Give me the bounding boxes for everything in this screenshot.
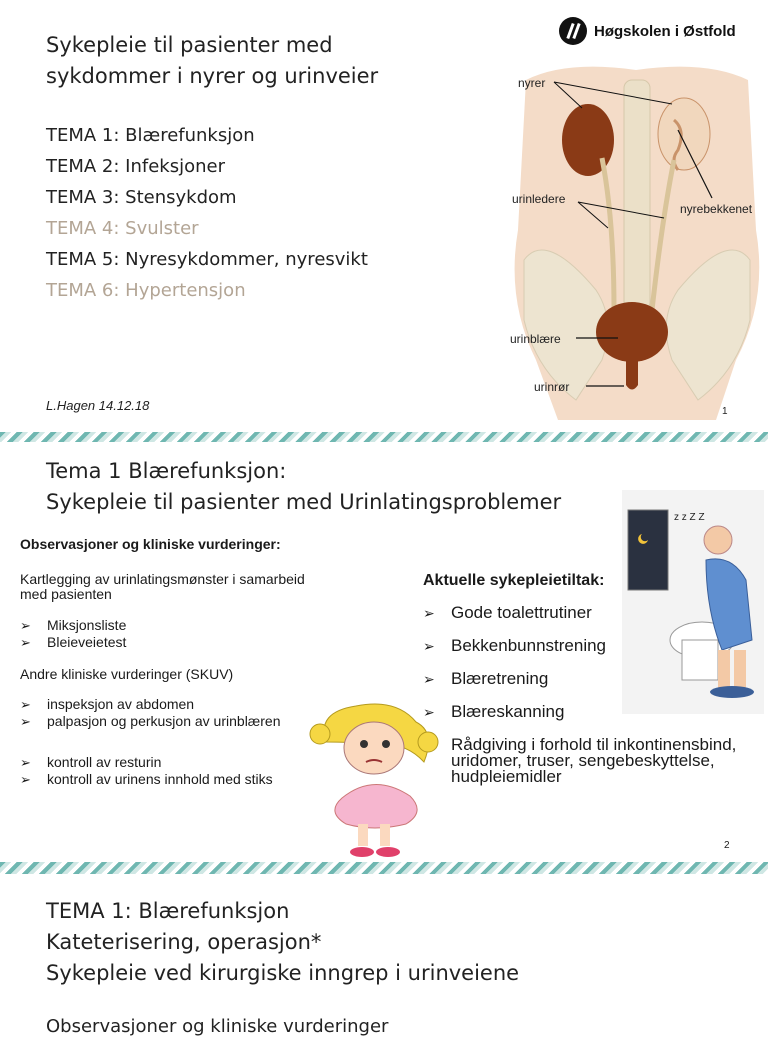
arrow-bullet-icon: ➢	[20, 772, 31, 787]
list-item-text: Gode toalettrutiner	[451, 603, 592, 622]
slide-3-title-line-2: Kateterisering, operasjon*	[46, 930, 322, 954]
list-item	[423, 737, 763, 785]
topic-item-3: TEMA 3: Stensykdom	[46, 187, 237, 208]
arrow-bullet-icon: ➢	[423, 605, 435, 621]
list-item-text: inspeksjon av abdomen	[47, 696, 195, 712]
anatomy-drawing	[506, 60, 768, 420]
control-list	[20, 754, 273, 788]
topic-item-6: TEMA 6: Hypertensjon	[46, 280, 246, 301]
page-number: 2	[724, 840, 730, 851]
topic-item-2: TEMA 2: Infeksjoner	[46, 156, 225, 177]
list-item-text: Rådgiving i forhold til inkontinensbind, uridomer, truser, sengebeskyttelse, hudpleiemidler	[451, 735, 737, 786]
slide-2-title	[46, 456, 646, 518]
slide-divider	[0, 862, 768, 874]
slide-divider	[0, 432, 768, 442]
slide-1-title-line-1: Sykepleie til pasienter med	[46, 33, 333, 57]
slide-3-title-line-1: TEMA 1: Blærefunksjon	[46, 899, 290, 923]
topic-item-4: TEMA 4: Svulster	[46, 218, 199, 239]
urinary-anatomy-illustration	[506, 60, 768, 420]
arrow-bullet-icon: ➢	[20, 697, 31, 712]
hiof-logo-icon	[558, 16, 588, 46]
list-item	[20, 617, 126, 634]
label-urinledere: urinledere	[512, 192, 566, 206]
observations-heading-partial: Observasjoner og kliniske vurderinger	[46, 1016, 389, 1037]
arrow-bullet-icon: ➢	[20, 714, 31, 729]
list-item	[20, 754, 273, 771]
label-urinror: urinrør	[534, 380, 570, 394]
hiof-logo	[558, 16, 736, 46]
topic-item-1: TEMA 1: Blærefunksjon	[46, 125, 255, 146]
topic-item-5: TEMA 5: Nyresykdommer, nyresvikt	[46, 249, 368, 270]
observations-heading: Observasjoner og kliniske vurderinger:	[20, 536, 281, 552]
andre-heading: Andre kliniske vurderinger (SKUV)	[20, 666, 234, 682]
kartlegging-text: Kartlegging av urinlatingsmønster i samarbeid med pasienten	[20, 571, 305, 602]
page-number: 1	[722, 406, 728, 417]
list-item	[20, 713, 340, 730]
slide-2-title-line-1: Tema 1 Blærefunksjon:	[46, 459, 287, 483]
clinical-list	[20, 696, 340, 730]
hiof-logo-text: Høgskolen i Østfold	[594, 22, 736, 40]
slide-1-title-line-2: sykdommer i nyrer og urinveier	[46, 64, 379, 88]
slide-1	[0, 0, 768, 432]
list-item-text: Bekkenbunnstrening	[451, 636, 607, 655]
slide-3	[0, 874, 768, 1037]
slide-1-title	[46, 30, 486, 92]
arrow-bullet-icon: ➢	[423, 704, 435, 720]
list-item-text: Bleieveietest	[47, 634, 127, 650]
arrow-bullet-icon: ➢	[20, 755, 31, 770]
man-at-toilet-illustration	[622, 490, 764, 714]
author-date: L.Hagen 14.12.18	[46, 398, 150, 413]
actions-heading: Aktuelle sykepleietiltak:	[423, 572, 605, 589]
arrow-bullet-icon: ➢	[423, 638, 435, 654]
list-item	[20, 634, 126, 651]
arrow-bullet-icon: ➢	[20, 618, 31, 633]
slide-3-title-line-3: Sykepleie ved kirurgiske inngrep i urinveiene	[46, 961, 520, 985]
label-urinblaere: urinblære	[510, 332, 561, 346]
label-nyrer: nyrer	[518, 76, 546, 90]
slide-3-title	[46, 896, 666, 989]
list-item	[20, 696, 340, 713]
slide-2-title-line-2: Sykepleie til pasienter med Urinlatingsproblemer	[46, 490, 562, 514]
label-nyrebekkenet: nyrebekkenet	[680, 202, 753, 216]
kartlegging-list	[20, 617, 126, 651]
arrow-bullet-icon: ➢	[20, 635, 31, 650]
list-item-text: Blæreskanning	[451, 702, 565, 721]
topic-list	[46, 120, 368, 306]
list-item-text: kontroll av urinens innhold med stiks	[47, 771, 273, 787]
svg-text:z z Z Z: z z Z Z	[674, 512, 705, 523]
list-item-text: Miksjonsliste	[47, 617, 127, 633]
list-item-text: Blæretrening	[451, 669, 549, 688]
arrow-bullet-icon: ➢	[423, 671, 435, 687]
list-item-text: kontroll av resturin	[47, 754, 162, 770]
list-item-text: palpasjon og perkusjon av urinblæren	[47, 713, 281, 729]
slide-2	[0, 442, 768, 862]
list-item	[20, 771, 273, 788]
girl-cartoon-illustration	[306, 702, 450, 862]
